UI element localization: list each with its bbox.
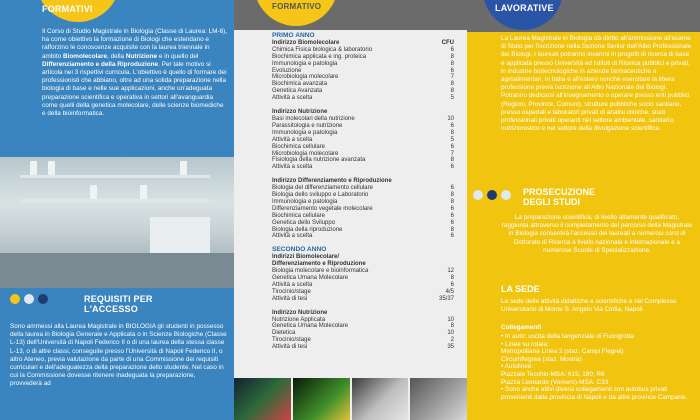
course-name: Attività di tesi: [272, 295, 308, 302]
course-name: Genetica Avanzata: [272, 88, 323, 95]
course-name: Basi molecolari della nutrizione: [272, 115, 355, 122]
course-cfu: 8: [450, 157, 454, 164]
access-section: [0, 288, 234, 420]
studies-text: La preparazione scientifica, di livello altamente qualificato, raggiunta attraverso il completamento del percorso della Magistrale in Biologia consentirà l'accesso dei laureati a numerosi corsi di Dottorato di Ricerca a livello nazionale e internazionale e a numerose Scuole di Specializzazione.: [501, 214, 693, 254]
link-item: • In auto: uscita della tangenziale di Fuorigrotta: [501, 333, 634, 340]
course-row: [272, 206, 454, 213]
panel-objectives: [0, 0, 234, 420]
microscopy-image: [410, 378, 467, 420]
course-cfu: 8: [450, 226, 454, 233]
course-name: Immunologia e patologia: [272, 129, 338, 136]
lab-bottle: [90, 185, 97, 199]
course-cfu: 2: [450, 337, 454, 344]
curriculum-title: Indirizzo Biomolecolare: [272, 39, 340, 46]
course-name: Parassitologia e nutrizione: [272, 122, 343, 129]
course-row: [272, 157, 454, 164]
course-cfu: 8: [450, 192, 454, 199]
microscopy-image: [352, 378, 409, 420]
course-cfu: 12: [447, 268, 454, 275]
link-item: • Linee su rotaia:: [501, 340, 549, 348]
course-cfu: 8: [450, 81, 454, 88]
course-name: Genetica Umana Molecolare: [272, 323, 349, 330]
course-name: Biologia del differenziamento cellulare: [272, 185, 373, 192]
course-cfu: 6: [450, 233, 454, 240]
course-row: [272, 268, 454, 275]
year-label: SECONDO ANNO: [272, 246, 327, 254]
course-name: Fisiologia della nutrizione avanzata: [272, 157, 366, 164]
studies-heading: PROSECUZIONE DEGLI STUDI: [523, 187, 596, 207]
course-cfu: 8: [450, 88, 454, 95]
lab-shelf: [20, 175, 210, 178]
course-name: Immunologia e patologia: [272, 60, 338, 67]
course-cfu: 6: [450, 281, 454, 288]
objectives-text: Il Corso di Studio Magistrale in Biologia (Classe di Laurea: LM-6), ha come obiettivo la formazione di Biologi che estendano e rafforzino le conoscenze acquisite con la laurea triennale in ambito Biomolecolare, della Nutrizione e in quello del Differenziamento e della Riproduzione. Per tale motivo si articola nei 3 rispettivi curricula. L'obiettivo è quello di formare dei professionisti che abbiano, oltre ad una solida preparazione nella biologia di base e nelle sue applicazioni, anche un'adeguata preparazione scientifica e operativa in settori all'avanguardia come quelli della genetica molecolare, delle scienze biomediche e della bioinformatica.: [42, 28, 228, 118]
course-row: [272, 199, 454, 206]
course-cfu: 10: [447, 115, 454, 122]
access-text: Sono ammessi alla Laurea Magistrale in BIOLOGIA gli studenti in possesso della laurea in Biologia Generale e Applicata o in Scienze Biologiche (Classe L-13) dell'Università di Napoli Federico II o di una laurea della stessa classe L-13, o di altre classi, conseguite presso l'Università di Napoli Federico II, o altro Ateneo, previa valutazione da parte di una Commissione dei requisiti curriculari e dell'adeguatezza della preparazione dello studente. Nel caso in cui la Commissione dovesse ritenere inadeguata la preparazione, provvederà ad: [10, 323, 227, 388]
course-row: [272, 74, 454, 81]
course-row: [272, 317, 454, 324]
seat-text: La sede delle attività didattiche e scientifiche è nel Complesso Universitario di Monte S. Angelo Via Cintia, Napoli: [501, 298, 677, 314]
course-row: [272, 116, 454, 123]
course-row: [272, 337, 454, 344]
course-row: [272, 47, 454, 54]
course-row: [272, 137, 454, 144]
curriculum-title: Indirizzo Nutrizione: [272, 109, 328, 116]
course-row: [272, 282, 454, 289]
year-label: PRIMO ANNO: [272, 32, 315, 39]
course-row: [272, 54, 454, 61]
cfu-header: CFU: [441, 39, 454, 46]
course-name: Microbiologia molecolare: [272, 150, 339, 157]
course-name: Biochimica applicata e ing. proteica: [272, 53, 367, 60]
course-cfu: 6: [450, 205, 454, 212]
course-row: [272, 192, 454, 199]
course-row: [272, 164, 454, 171]
course-cfu: 8: [450, 53, 454, 60]
course-name: Tirocinio/stage: [272, 288, 311, 295]
course-row: [272, 88, 454, 95]
lab-bottle: [48, 161, 55, 175]
course-row: [272, 151, 454, 158]
course-name: Immunologia e patologia: [272, 198, 338, 205]
curriculum-title: Indirizzo Differenziamento e Riproduzione: [272, 178, 392, 185]
curriculum-title: Differenziamento e Riproduzione: [272, 261, 366, 268]
course-name: Microbiologia molecolare: [272, 74, 339, 81]
course-name: Chimica Fisica biologica & laboratorio: [272, 46, 373, 53]
course-cfu: 8: [450, 129, 454, 136]
course-row: [272, 144, 454, 151]
course-name: Genetica dello Sviluppo: [272, 219, 336, 226]
curriculum-title: Indirizzi Biomolecolare/: [272, 254, 340, 261]
decor-dots: [10, 294, 48, 304]
course-name: Nutrizione Applicata: [272, 316, 326, 323]
course-name: Attività a scelta: [272, 281, 313, 288]
course-cfu: 6: [450, 219, 454, 226]
lab-bottle: [30, 161, 37, 175]
links-list: [501, 333, 693, 401]
course-cfu: 6: [450, 122, 454, 129]
course-cfu: 7: [450, 74, 454, 81]
course-name: Biochimica avanzata: [272, 81, 328, 88]
career-text: La Laurea Magistrale in Biologia dà diritto all'ammissione all'esame di Stato per l'iscrizione nella Sezione Senior dell'Albo Professionale dei Biologi. I laureati potranno inserirsi in progetti di ricerca di base e applicata presso Università ed Istituti di Ricerca pubblici e privati, in industrie biotecnologiche in aziende farmaceutiche o agroalimentari, in Italia e all'estero nonché esercitare la libera professione previa iscrizione all'Albo Nazionale dei Biologi. Potranno dedicarsi all'insegnamento o operare presso enti pubblici (Regioni, Province, Comuni), strutture pubbliche socio sanitarie, presso ospedali e laboratori privati di analisi cliniche, studi professionali privati operanti nel settore ambientale, sanitario, nutrizionistico e nel settore della divulgazione scientifica.: [501, 35, 692, 133]
course-row: [272, 275, 454, 282]
seat-heading: LA SEDE: [501, 284, 540, 294]
course-row: [272, 330, 454, 337]
course-row: [272, 95, 454, 102]
course-row: [272, 185, 454, 192]
course-cfu: 10: [447, 330, 454, 337]
course-name: Attività a scelta: [272, 233, 313, 240]
microscopy-images: [234, 378, 467, 420]
course-row: [272, 296, 454, 303]
course-row: [272, 220, 454, 227]
course-row: [272, 61, 454, 68]
link-item: Piazzale Tecchio-MSA: 615; 180; R6: [501, 370, 605, 378]
course-cfu: 6: [450, 67, 454, 74]
access-heading: REQUISITI PER L'ACCESSO: [84, 294, 153, 314]
course-name: Biochimica cellulare: [272, 143, 326, 150]
course-name: Biochimica cellulare: [272, 212, 326, 219]
link-item: • Sono anche attivi diversi collegamenti con autobus privati provenienti dalla provincia di Napoli e da altre province Campane.: [501, 386, 688, 401]
course-row: [272, 81, 454, 88]
microscopy-image: [234, 378, 291, 420]
course-cfu: 8: [450, 198, 454, 205]
course-cfu: 6: [450, 185, 454, 192]
objectives-heading: FORMATIVI: [42, 4, 93, 14]
course-cfu: 35/37: [438, 295, 454, 302]
course-row: [272, 289, 454, 296]
course-row: [272, 233, 454, 240]
microscopy-image: [293, 378, 350, 420]
course-name: Biologia dello sviluppo e Laboratorio: [272, 192, 369, 199]
course-row: [272, 130, 454, 137]
course-name: Differenziamento vegetale molecolare: [272, 205, 373, 212]
lab-bottle: [140, 185, 147, 199]
course-name: Genetica Umana Molecolare: [272, 275, 349, 281]
course-name: Attività a scelta: [272, 136, 313, 143]
course-cfu: 8: [450, 323, 454, 330]
link-item: Piazza Leonardo (Vomero)-MSA: C33: [501, 378, 609, 386]
link-item: Circumflegrea (staz. Mostra): [501, 355, 582, 363]
course-name: Attività di tesi: [272, 344, 308, 351]
course-row: [272, 213, 454, 220]
links-heading: Collegamenti: [501, 324, 542, 331]
course-cfu: 35: [447, 344, 454, 351]
laboratory-photo: [0, 157, 234, 288]
course-row: [272, 323, 454, 330]
study-plan-table: [272, 33, 454, 351]
course-cfu: 8: [450, 275, 454, 281]
course-row: [272, 344, 454, 351]
course-name: Tirocinio/stage: [272, 337, 311, 344]
link-item: • Autolinee:: [501, 363, 534, 371]
course-cfu: 4/5: [445, 288, 454, 295]
course-name: Biologia della riproduzione: [272, 226, 343, 233]
course-cfu: 10: [447, 316, 454, 323]
course-cfu: 5: [450, 95, 454, 102]
course-row: [272, 123, 454, 130]
link-item: Metropolitana Linea 2 (staz. Campi Flegrei): [501, 348, 624, 356]
course-name: Dietetica: [272, 330, 296, 337]
course-cfu: 6: [450, 164, 454, 171]
course-cfu: 6: [450, 46, 454, 53]
curriculum-title: Indirizzo Nutrizione: [272, 309, 328, 316]
course-cfu: 7: [450, 150, 454, 157]
panel-career: [467, 0, 700, 420]
course-row: [272, 227, 454, 234]
course-name: Evoluzione: [272, 67, 302, 74]
panel-study-plan: [234, 0, 467, 420]
lab-bottle: [180, 161, 187, 175]
course-cfu: 8: [450, 60, 454, 67]
lab-equipment: [150, 217, 210, 253]
course-cfu: 5: [450, 136, 454, 143]
course-name: Biologia molecolare e bioinformatica: [272, 268, 369, 275]
decor-dots: [473, 190, 511, 200]
lab-shelf: [20, 199, 210, 202]
course-cfu: 6: [450, 143, 454, 150]
lab-bench: [0, 253, 234, 288]
course-name: Attività a scelta: [272, 164, 313, 171]
course-name: Attività a scelta: [272, 95, 313, 102]
study-plan-heading: FORMATIVO: [272, 2, 322, 11]
career-heading: LAVORATIVE: [495, 3, 554, 13]
course-cfu: 6: [450, 212, 454, 219]
course-row: [272, 68, 454, 75]
